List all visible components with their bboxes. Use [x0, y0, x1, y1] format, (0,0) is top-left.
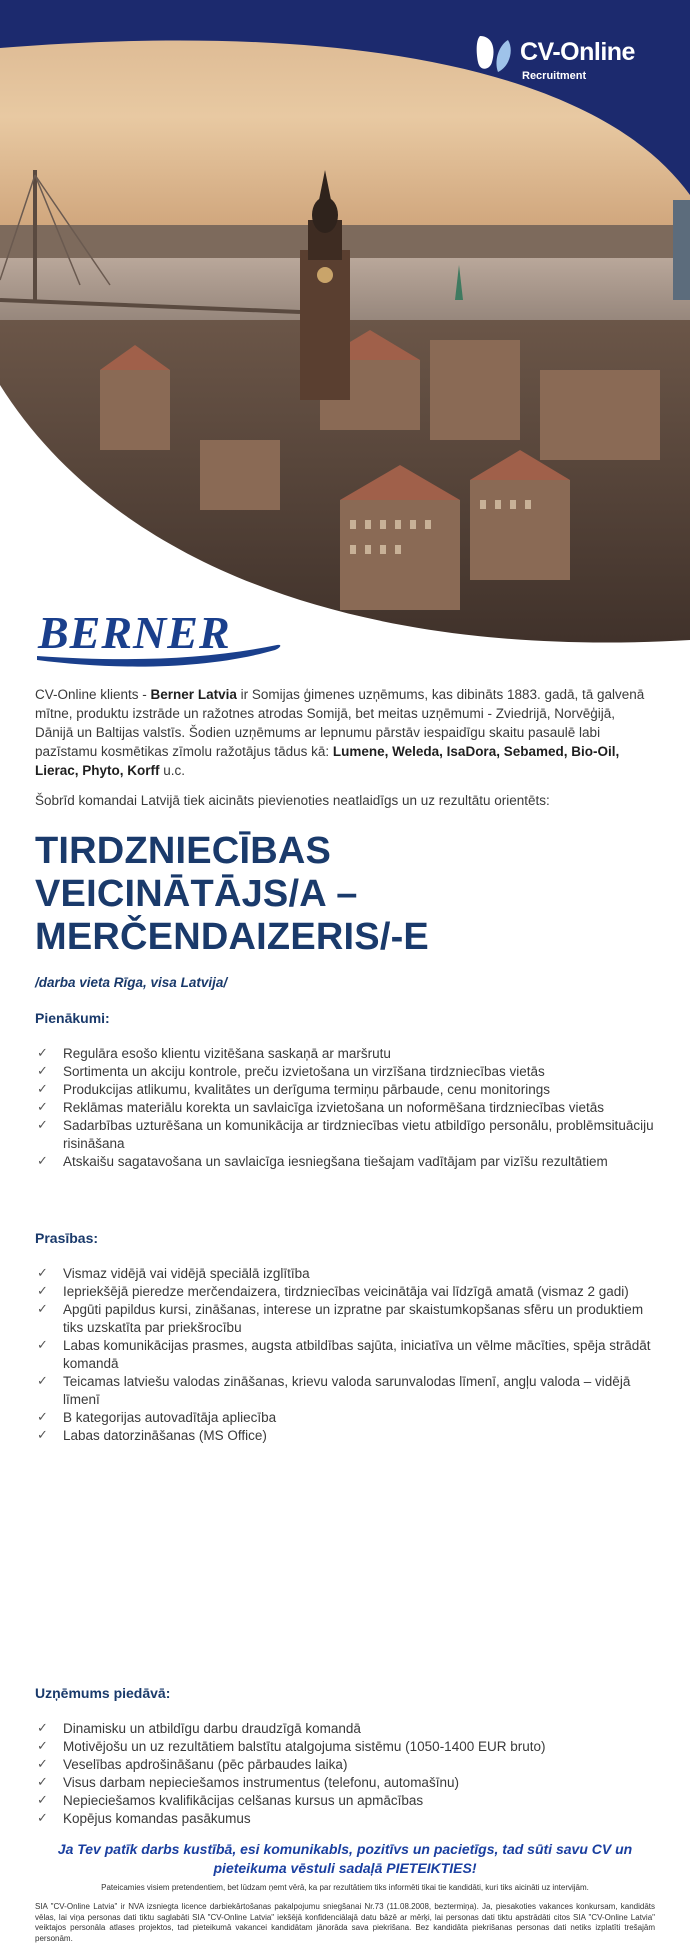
list-item: [35, 1081, 655, 1099]
check-icon: ✓: [37, 1338, 48, 1353]
requirements-list: [35, 1265, 655, 1445]
check-icon: ✓: [37, 1757, 48, 1772]
apply-call-to-action: Ja Tev patīk darbs kustībā, esi komunikabls, pozitīvs un pacietīgs, tad sūti savu CV un pieteikuma vēstuli sadaļā PIETEIKTIES!: [57, 1841, 633, 1876]
check-icon: ✓: [37, 1266, 48, 1281]
list-item-text: Sadarbības uzturēšana un komunikācija ar tirdzniecības vietu atbildīgo personālu, problēmsituāciju risināšana: [63, 1118, 654, 1151]
list-item: [35, 1756, 655, 1774]
job-title-line: MERČENDAIZERIS/-E: [35, 916, 429, 958]
list-item-text: B kategorijas autovadītāja apliecība: [63, 1410, 277, 1425]
list-item-text: Kopējus komandas pasākumus: [63, 1811, 251, 1826]
check-icon: ✓: [37, 1775, 48, 1790]
cv-online-logo-tagline: Recruitment: [522, 70, 587, 82]
list-item-text: Veselības apdrošināšanu (pēc pārbaudes laika): [63, 1757, 348, 1772]
check-icon: ✓: [37, 1118, 48, 1133]
hero-banner: [0, 0, 690, 660]
list-item: [35, 1153, 655, 1171]
list-item: [35, 1099, 655, 1117]
list-item-text: Vismaz vidējā vai vidējā speciālā izglītība: [63, 1266, 310, 1281]
list-item: [35, 1045, 655, 1063]
berner-logo-text: BERNER: [38, 607, 231, 658]
intro-company-name: Berner Latvia: [150, 687, 237, 702]
list-item: [35, 1265, 655, 1283]
list-item: [35, 1063, 655, 1081]
cv-online-logo-icon: [474, 32, 516, 74]
list-item: [35, 1738, 655, 1756]
check-icon: ✓: [37, 1302, 48, 1317]
thanks-note: Pateicamies visiem pretendentiem, bet lūdzam ņemt vērā, ka par rezultātiem tiks informēti tikai tie kandidāti, kuri tiks aicināti uz intervijām.: [101, 1883, 589, 1892]
duties-heading: Pienākumi:: [35, 1010, 110, 1026]
job-location: /darba vieta Rīga, visa Latvija/: [35, 975, 228, 990]
check-icon: ✓: [37, 1082, 48, 1097]
requirements-heading: Prasības:: [35, 1230, 99, 1246]
list-item-text: Regulāra esošo klientu vizitēšana saskaņā ar maršrutu: [63, 1046, 391, 1061]
intro-text-3: u.c.: [159, 763, 186, 778]
intro-brands: Lumene, Weleda, IsaDora, Sebamed, Bio-Oil, Lierac, Phyto, Korff: [35, 744, 620, 778]
check-icon: ✓: [37, 1100, 48, 1115]
check-icon: ✓: [37, 1374, 48, 1389]
berner-swoosh-icon: [35, 600, 285, 670]
list-item: [35, 1720, 655, 1738]
list-item-text: Nepieciešamos kvalifikācijas celšanas kursus un apmācības: [63, 1793, 424, 1808]
check-icon: ✓: [37, 1064, 48, 1079]
list-item-text: Motivējošu un uz rezultātiem balstītu atalgojuma sistēmu (1050-1400 EUR bruto): [63, 1739, 546, 1754]
list-item: [35, 1427, 655, 1445]
list-item: [35, 1117, 655, 1153]
list-item-text: Iepriekšējā pieredze merčendaizera, tirdzniecības veicinātāja vai līdzīgā amatā (vismaz 2 gadi): [63, 1284, 629, 1299]
list-item: [35, 1774, 655, 1792]
list-item: [35, 1373, 655, 1409]
riga-cityscape-image: [0, 0, 690, 660]
list-item: [35, 1409, 655, 1427]
list-item: [35, 1301, 655, 1337]
legal-disclaimer: SIA "CV-Online Latvia" ir NVA izsniegta licence darbiekārtošanas pakalpojumu sniegšanai Nr.73 (11.08.2008, beztermiņa). Ja, piesakoties vakances konkursam, kandidāts vēlas, lai viņa personas dati tiktu saglabāti SIA "CV-Online Latvia" iekšējā konfidenciālajā datu bāzē ar mērķi, lai personas dati tiktu apstrādāti citos SIA "CV-Online Latvia" veiktajos personāla atlases projektos, tad pieteikumā vakancei kandidātam jānorāda sava piekrišana. Bez kandidāta piekrišanas personas dati netiks izplatīti trešajām personām.: [35, 1902, 655, 1943]
list-item-text: Apgūti papildus kursi, zināšanas, interese un izpratne par skaistumkopšanas sfēru un produktiem tiks uzskatīta par priekšrocību: [63, 1302, 644, 1335]
check-icon: ✓: [37, 1428, 48, 1443]
offer-list: [35, 1720, 655, 1828]
check-icon: ✓: [37, 1811, 48, 1826]
list-item-text: Teicamas latviešu valodas zināšanas, krievu valoda sarunvalodas līmenī, angļu valoda – vidējā līmenī: [63, 1374, 631, 1407]
job-title-line: TIRDZNIECĪBAS: [35, 830, 332, 872]
check-icon: ✓: [37, 1154, 48, 1169]
intro-text-2: ir Somijas ģimenes uzņēmums, kas dibināts 1883. gadā, tā galvenā mītne, produktu izstrāde un ražotnes atrodas Somijā, bet meitas uzņēmumi - Zviedrijā, Norvēģijā, Dānijā un Baltijas valstīs. Šodien uzņēmums ar lepnumu pārstāv iespaidīgu skaitu pasaulē labi pazīstamu kosmētikas zīmolu ražotājus tādus kā:: [35, 687, 645, 759]
list-item: [35, 1337, 655, 1373]
list-item-text: Produkcijas atlikumu, kvalitātes un derīguma termiņu pārbaude, cenu monitorings: [63, 1082, 551, 1097]
intro-text-1: CV-Online klients -: [35, 687, 151, 702]
check-icon: ✓: [37, 1739, 48, 1754]
cv-online-logo-text: CV-Online: [520, 38, 635, 66]
check-icon: ✓: [37, 1793, 48, 1808]
company-intro-paragraph: [35, 685, 655, 780]
check-icon: ✓: [37, 1284, 48, 1299]
list-item-text: Atskaišu sagatavošana un savlaicīga iesniegšana tiešajam vadītājam par vizīšu rezultātiem: [63, 1154, 608, 1169]
cv-online-logo[interactable]: [474, 30, 654, 90]
job-title: [35, 830, 655, 959]
invite-text: Šobrīd komandai Latvijā tiek aicināts pievienoties neatlaidīgs un uz rezultātu orientēts:: [35, 793, 550, 808]
check-icon: ✓: [37, 1721, 48, 1736]
job-title-line: VEICINĀTĀJS/A –: [35, 873, 358, 915]
list-item-text: Dinamisku un atbildīgu darbu draudzīgā komandā: [63, 1721, 361, 1736]
list-item-text: Sortimenta un akciju kontrole, preču izvietošana un virzīšana tirdzniecības vietās: [63, 1064, 545, 1079]
list-item-text: Labas komunikācijas prasmes, augsta atbildības sajūta, iniciatīva un vēlme mācīties, spēja strādāt komandā: [63, 1338, 651, 1371]
list-item-text: Labas datorzināšanas (MS Office): [63, 1428, 267, 1443]
berner-logo: [35, 600, 285, 670]
list-item: [35, 1792, 655, 1810]
check-icon: ✓: [37, 1410, 48, 1425]
offer-heading: Uzņēmums piedāvā:: [35, 1685, 171, 1701]
list-item: [35, 1283, 655, 1301]
list-item-text: Reklāmas materiālu korekta un savlaicīga izvietošana un noformēšana tirdzniecības vietās: [63, 1100, 605, 1115]
list-item-text: Visus darbam nepieciešamos instrumentus (telefonu, automašīnu): [63, 1775, 459, 1790]
list-item: [35, 1810, 655, 1828]
check-icon: ✓: [37, 1046, 48, 1061]
duties-list: [35, 1045, 655, 1171]
